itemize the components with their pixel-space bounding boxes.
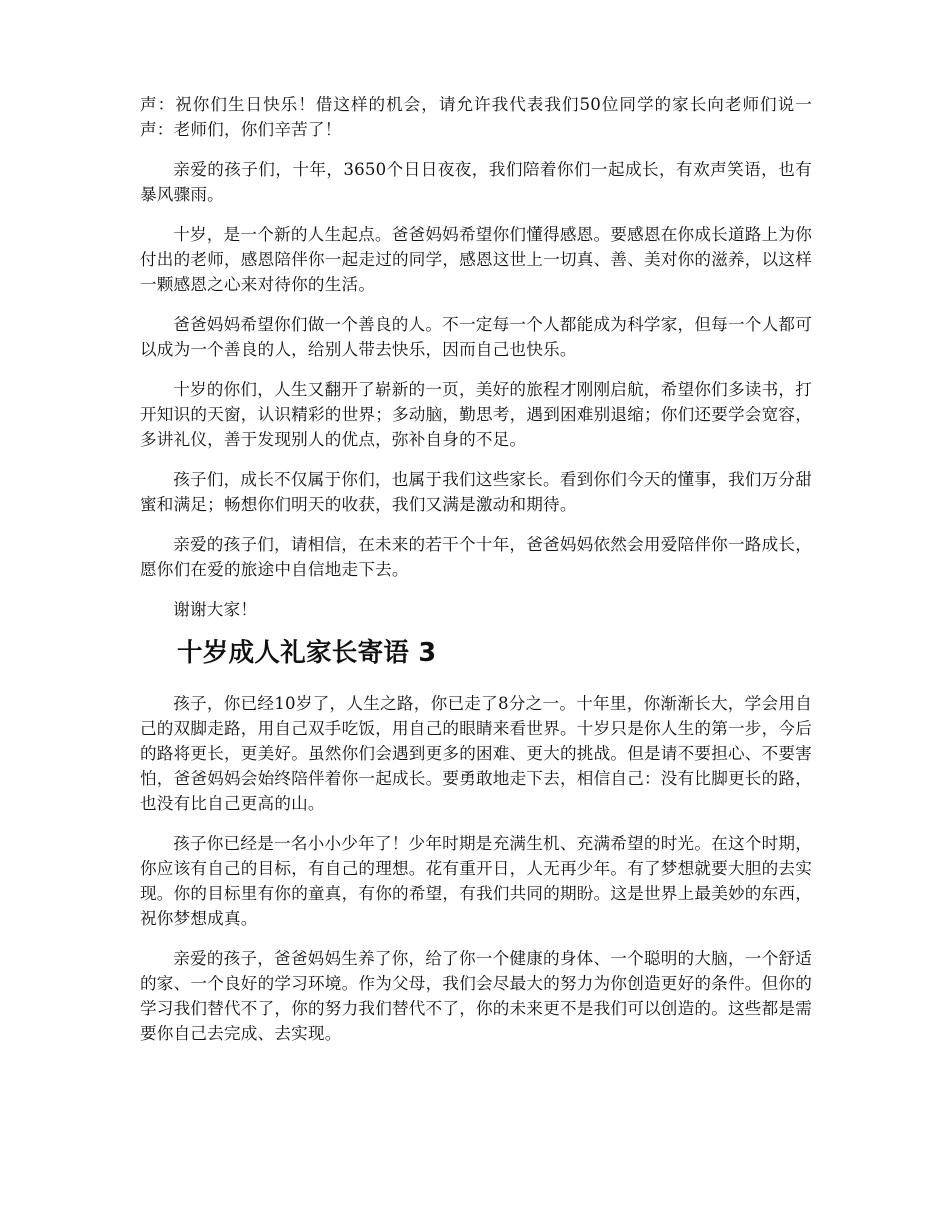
paragraph: 孩子你已经是一名小小少年了！少年时期是充满生机、充满希望的时光。在这个时期，你应该有自己的目标，有自己的理想。花有重开日，人无再少年。有了梦想就要大胆的去实现。你的目标里有你的童真，有你的希望，有我们共同的期盼。这是世界上最美妙的东西，祝你梦想成真。 [140, 834, 812, 928]
paragraph: 爸爸妈妈希望你们做一个善良的人。不一定每一个人都能成为科学家，但每一个人都可以成为一个善良的人，给别人带去快乐，因而自己也快乐。 [140, 315, 812, 359]
paragraph: 亲爱的孩子们，请相信，在未来的若干个十年，爸爸妈妈依然会用爱陪伴你一路成长，愿你们在爱的旅途中自信地走下去。 [140, 535, 812, 579]
closing-line: 谢谢大家！ [173, 600, 258, 619]
paragraph: 亲爱的孩子们，十年，3650个日日夜夜，我们陪着你们一起成长，有欢声笑语，也有暴风骤雨。 [140, 160, 812, 204]
paragraph: 亲爱的孩子，爸爸妈妈生养了你，给了你一个健康的身体、一个聪明的大脑，一个舒适的家、一个良好的学习环境。作为父母，我们会尽最大的努力为你创造更好的条件。但你的学习我们替代不了，你的努力我们替代不了，你的未来更不是我们可以创造的。这些都是需要你自己去完成、去实现。 [140, 949, 812, 1043]
paragraph-continuation: 声：祝你们生日快乐！借这样的机会，请允许我代表我们50位同学的家长向老师们说一声：老师们，你们辛苦了！ [140, 95, 812, 139]
document-page [140, 92, 812, 1061]
paragraph: 十岁的你们，人生又翻开了崭新的一页，美好的旅程才刚刚启航，希望你们多读书，打开知识的天窗，认识精彩的世界；多动脑，勤思考，遇到困难别退缩；你们还要学会宽容，多讲礼仪，善于发现别人的优点，弥补自身的不足。 [140, 380, 812, 449]
paragraph: 十岁，是一个新的人生起点。爸爸妈妈希望你们懂得感恩。要感恩在你成长道路上为你付出的老师，感恩陪伴你一起走过的同学，感恩这世上一切真、善、美对你的滋养，以这样一颗感恩之心来对待你的生活。 [140, 225, 812, 294]
section-heading: 十岁成人礼家长寄语 3 [177, 638, 437, 668]
paragraph: 孩子，你已经10岁了，人生之路，你已走了8分之一。十年里，你渐渐长大，学会用自己的双脚走路，用自己双手吃饭，用自己的眼睛来看世界。十岁只是你人生的第一步，今后的路将更长，更美好。虽然你们会遇到更多的困难、更大的挑战。但是请不要担心、不要害怕，爸爸妈妈会始终陪伴着你一起成长。要勇敢地走下去，相信自己：没有比脚更长的路，也没有比自己更高的山。 [140, 694, 812, 813]
paragraph: 孩子们，成长不仅属于你们，也属于我们这些家长。看到你们今天的懂事，我们万分甜蜜和满足；畅想你们明天的收获，我们又满是激动和期待。 [140, 470, 812, 514]
